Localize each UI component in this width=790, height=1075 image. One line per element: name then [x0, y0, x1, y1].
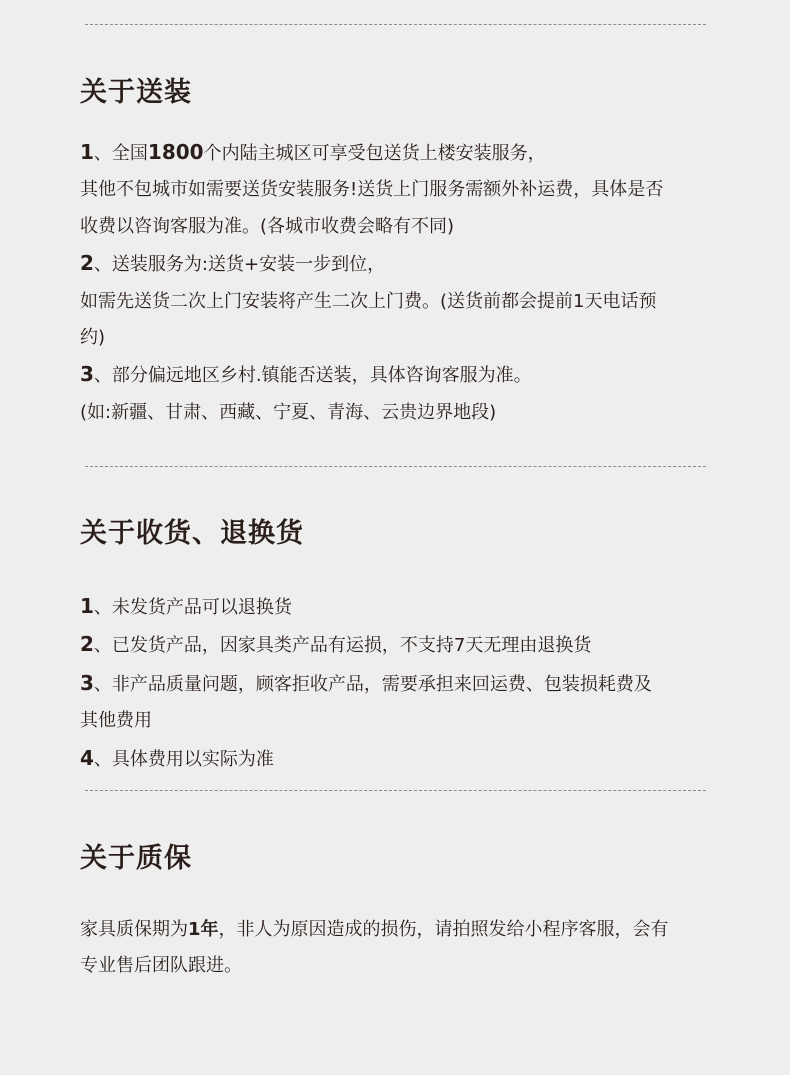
- delivery-line-8: (如:新疆、甘肃、西藏、宁夏、青海、云贵边界地段): [80, 401, 497, 423]
- delivery-line-4: 2、送装服务为:送货+安装一步到位，: [80, 251, 386, 276]
- returns-line-3: 3、非产品质量问题，顾客拒收产品，需要承担来回运费、包装损耗费及: [80, 670, 652, 695]
- section-divider: [85, 24, 706, 25]
- section-divider: [85, 790, 706, 791]
- warranty-line-1: 家具质保期为1年，非人为原因造成的损伤，请拍照发给小程序客服，会有: [80, 919, 669, 940]
- returns-line-4: 其他费用: [80, 710, 152, 732]
- delivery-line-7: 3、部分偏远地区乡村.镇能否送装，具体咨询客服为准。: [80, 362, 532, 387]
- returns-section: [80, 518, 720, 778]
- delivery-line-1: 1、全国1800个内陆主城区可享受包送货上楼安装服务，: [80, 140, 546, 164]
- delivery-section: [80, 77, 720, 431]
- delivery-line-2: 其他不包城市如需要送货安装服务!送货上门服务需额外补运费，具体是否: [80, 179, 664, 201]
- returns-title: 关于收货、退换货: [80, 518, 304, 549]
- warranty-section: [80, 843, 720, 985]
- returns-line-1: 1、未发货产品可以退换货: [80, 594, 292, 618]
- section-divider: [85, 466, 706, 467]
- delivery-title: 关于送装: [80, 77, 192, 108]
- warranty-body: [80, 912, 720, 985]
- returns-line-5: 4、具体费用以实际为准: [80, 745, 274, 770]
- returns-body: [80, 588, 720, 778]
- warranty-title: 关于质保: [80, 843, 192, 874]
- delivery-line-5: 如需先送货二次上门安装将产生二次上门费。(送货前都会提前1天电话预: [80, 290, 657, 312]
- delivery-line-3: 收费以咨询客服为准。(各城市收费会略有不同): [80, 215, 455, 237]
- warranty-line-2: 专业售后团队跟进。: [80, 955, 242, 977]
- delivery-body: [80, 134, 720, 431]
- delivery-line-6: 约): [80, 327, 106, 349]
- returns-line-2: 2、已发货产品，因家具类产品有运损，不支持7天无理由退换货: [80, 632, 592, 657]
